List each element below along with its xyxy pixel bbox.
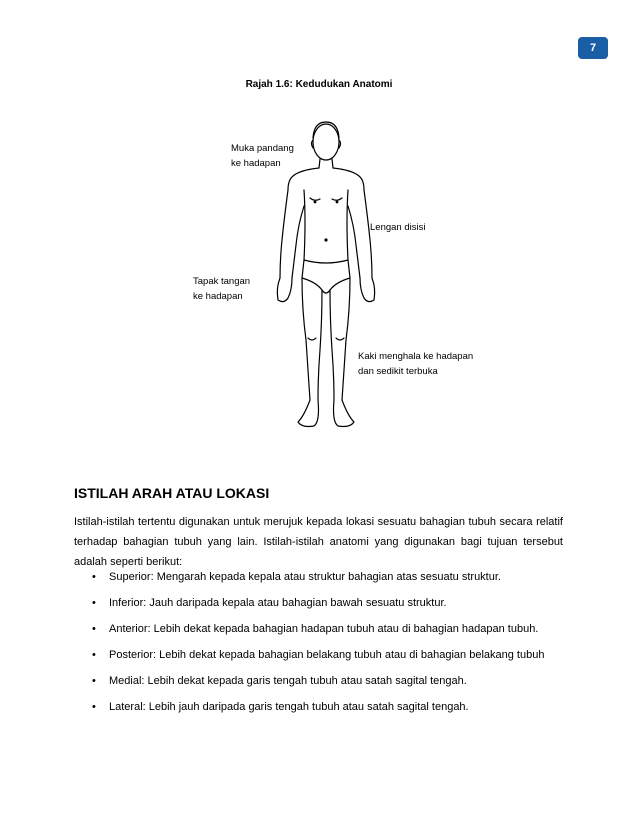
list-item [74,699,563,716]
figure-right-arm [348,190,372,278]
figure-left-leg [302,278,322,400]
list-item [74,595,563,612]
term-text: Lateral: Lebih jauh daripada garis tengah tubuh atau satah sagital tengah. [109,701,469,713]
term-text: Anterior: Lebih dekat kepada bahagian hadapan tubuh atau di bahagian hadapan tubuh. [109,623,539,635]
bullet-icon: • [92,701,96,713]
intro-paragraph: Istilah-istilah tertentu digunakan untuk merujuk kepada lokasi sesuatu bahagian tubuh secara relatif terhadap bahagian tubuh yang lain. Istilah-istilah anatomi yang digunakan bagi tujuan tersebut adalah seperti berikut: [74,516,563,568]
figure-head [313,124,339,160]
figure-right-foot [334,400,355,427]
section-heading: ISTILAH ARAH ATAU LOKASI [74,485,270,501]
label-feet-forward: Kaki menghala ke hadapan dan sedikit terbuka [358,351,474,377]
list-item [74,621,563,638]
figure-briefs [302,260,350,293]
list-item [74,647,563,664]
term-text: Superior: Mengarah kepada kepala atau struktur bahagian atas sesuatu struktur. [109,571,501,583]
term-text: Posterior: Lebih dekat kepada bahagian belakang tubuh atau di bahagian belakang tubuh [109,649,545,661]
figure-torso [288,168,364,260]
figure-right-hand [360,278,375,302]
term-text: Medial: Lebih dekat kepada garis tengah tubuh atau satah sagital tengah. [109,675,467,687]
direction-terms-list [74,569,563,725]
label-palms-forward: Tapak tangan ke hadapan [193,276,251,302]
bullet-icon: • [92,623,96,635]
label-arms-at-side: Lengan disisi [370,222,426,233]
list-item [74,569,563,586]
bullet-icon: • [92,649,96,661]
figure-left-foot [298,400,319,427]
figure-right-leg [330,278,350,400]
page-number-badge: 7 [578,37,608,59]
figure-left-arm [280,190,304,278]
bullet-icon: • [92,675,96,687]
term-text: Inferior: Jauh daripada kepala atau bahagian bawah sesuatu struktur. [109,597,447,609]
bullet-icon: • [92,597,96,609]
figure-caption: Rajah 1.6: Kedudukan Anatomi [245,79,393,90]
label-face-forward: Muka pandang ke hadapan [231,143,294,169]
list-item [74,673,563,690]
figure-left-hand [277,278,292,302]
bullet-icon: • [92,571,96,583]
